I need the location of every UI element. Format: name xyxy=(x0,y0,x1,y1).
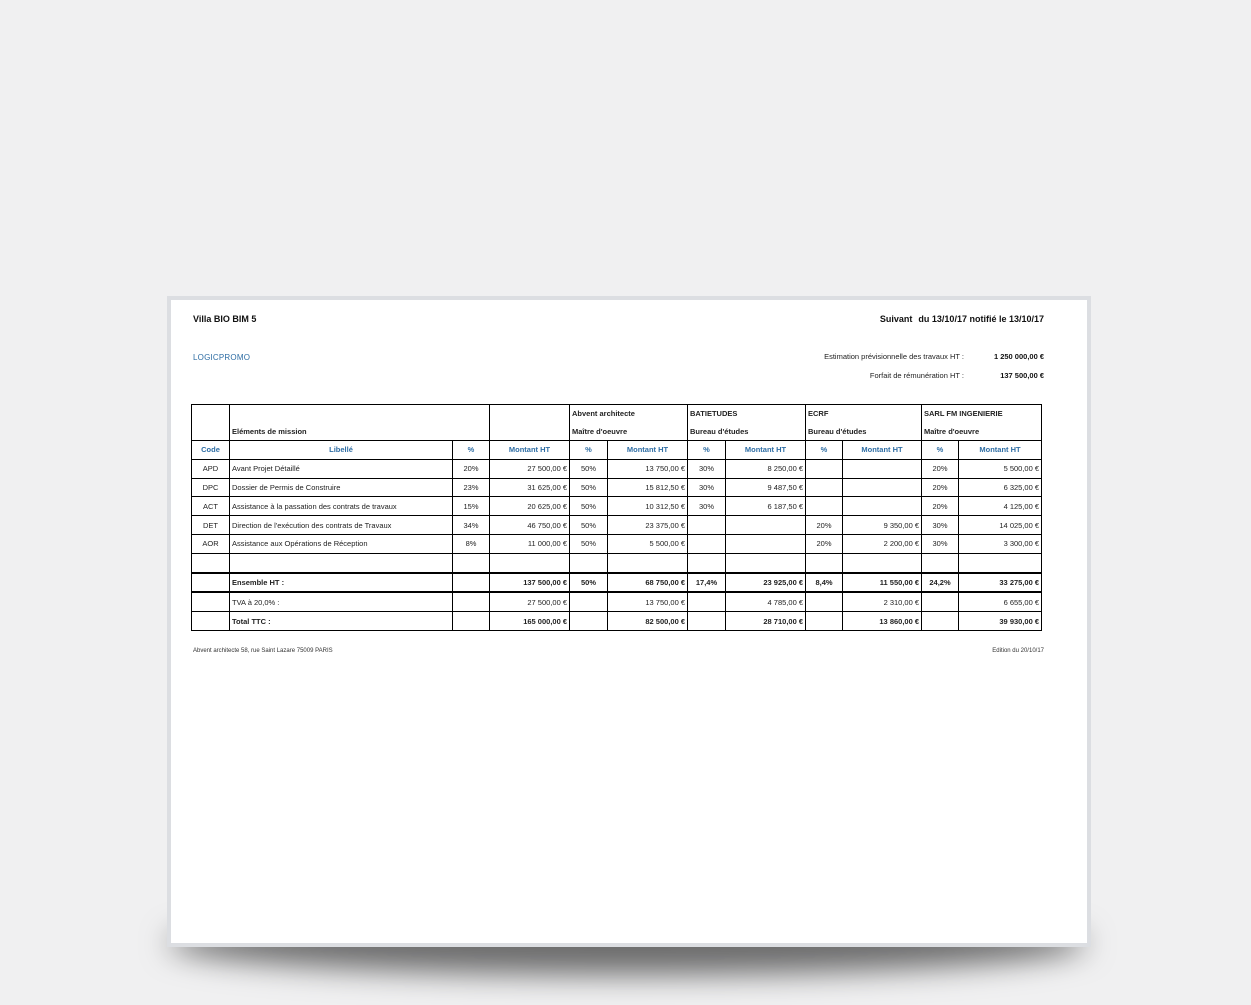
row-code: AOR xyxy=(192,534,230,553)
firm3-pct xyxy=(806,459,843,478)
tva-firm4-montant: 6 655,00 € xyxy=(959,592,1042,611)
document-title: Villa BIO BIM 5 xyxy=(193,314,257,324)
firm-role: Bureau d'études xyxy=(688,423,806,441)
ttc-firm1-montant: 82 500,00 € xyxy=(608,612,688,631)
firm4-pct: 30% xyxy=(922,516,959,535)
row-libelle: Assistance à la passation des contrats de travaux xyxy=(230,497,453,516)
row-pct: 8% xyxy=(453,534,490,553)
empty-row xyxy=(192,553,1042,572)
estimation-label: Estimation prévisionnelle des travaux HT : xyxy=(824,352,964,361)
ensemble-firm4-pct: 24,2% xyxy=(922,573,959,593)
firm2-pct: 30% xyxy=(688,459,726,478)
firm-name: Abvent architecte xyxy=(570,405,688,423)
firm-role: Bureau d'études xyxy=(806,423,922,441)
firm3-pct: 20% xyxy=(806,516,843,535)
firm3-montant xyxy=(843,478,922,497)
firm-role: Maître d'oeuvre xyxy=(570,423,688,441)
row-pct: 34% xyxy=(453,516,490,535)
row-montant: 20 625,00 € xyxy=(490,497,570,516)
tva-firm3-montant: 2 310,00 € xyxy=(843,592,922,611)
table-row xyxy=(192,534,1042,553)
firm1-pct: 50% xyxy=(570,478,608,497)
firm1-pct: 50% xyxy=(570,534,608,553)
section-label: Eléments de mission xyxy=(230,423,490,441)
tva-row xyxy=(192,592,1042,611)
forfait-row xyxy=(824,371,1044,390)
table-header-roles xyxy=(192,423,1042,441)
firm-name: ECRF xyxy=(806,405,922,423)
table-header-firms xyxy=(192,405,1042,423)
tva-firm1-montant: 13 750,00 € xyxy=(608,592,688,611)
firm1-montant: 13 750,00 € xyxy=(608,459,688,478)
column-header-code: Code xyxy=(192,441,230,460)
firm2-montant: 8 250,00 € xyxy=(726,459,806,478)
ensemble-row xyxy=(192,573,1042,593)
row-montant: 27 500,00 € xyxy=(490,459,570,478)
document-page xyxy=(167,296,1091,947)
column-header-pct: % xyxy=(453,441,490,460)
firm2-montant: 6 187,50 € xyxy=(726,497,806,516)
firm4-montant: 4 125,00 € xyxy=(959,497,1042,516)
ttc-montant: 165 000,00 € xyxy=(490,612,570,631)
firm3-montant xyxy=(843,459,922,478)
row-pct: 23% xyxy=(453,478,490,497)
column-header-montant: Montant HT xyxy=(726,441,806,460)
ensemble-firm2-montant: 23 925,00 € xyxy=(726,573,806,593)
tva-montant: 27 500,00 € xyxy=(490,592,570,611)
table-column-headers xyxy=(192,441,1042,460)
firm4-montant: 6 325,00 € xyxy=(959,478,1042,497)
column-header-montant: Montant HT xyxy=(490,441,570,460)
firm1-montant: 10 312,50 € xyxy=(608,497,688,516)
ensemble-label: Ensemble HT : xyxy=(230,573,453,593)
firm2-pct xyxy=(688,516,726,535)
row-libelle: Avant Projet Détaillé xyxy=(230,459,453,478)
row-code: ACT xyxy=(192,497,230,516)
firm1-montant: 23 375,00 € xyxy=(608,516,688,535)
firm3-pct: 20% xyxy=(806,534,843,553)
firm1-pct: 50% xyxy=(570,459,608,478)
firm3-pct xyxy=(806,497,843,516)
row-code: DPC xyxy=(192,478,230,497)
ensemble-firm3-pct: 8,4% xyxy=(806,573,843,593)
column-header-pct: % xyxy=(922,441,959,460)
ensemble-firm2-pct: 17,4% xyxy=(688,573,726,593)
row-montant: 46 750,00 € xyxy=(490,516,570,535)
row-libelle: Assistance aux Opérations de Réception xyxy=(230,534,453,553)
firm4-pct: 20% xyxy=(922,497,959,516)
firm4-pct: 20% xyxy=(922,459,959,478)
document-reference xyxy=(880,314,1044,324)
reference-dates: du 13/10/17 notifié le 13/10/17 xyxy=(918,314,1044,324)
firm-name: BATIETUDES xyxy=(688,405,806,423)
ttc-firm2-montant: 28 710,00 € xyxy=(726,612,806,631)
column-header-pct: % xyxy=(806,441,843,460)
firm2-pct: 30% xyxy=(688,478,726,497)
ensemble-firm3-montant: 11 550,00 € xyxy=(843,573,922,593)
ttc-label: Total TTC : xyxy=(230,612,453,631)
column-header-libelle: Libellé xyxy=(230,441,453,460)
firm-name: SARL FM INGENIERIE xyxy=(922,405,1042,423)
firm3-montant: 9 350,00 € xyxy=(843,516,922,535)
reference-label: Suivant xyxy=(879,314,913,324)
firm2-montant xyxy=(726,516,806,535)
row-libelle: Dossier de Permis de Construire xyxy=(230,478,453,497)
footer-edition: Edition du 20/10/17 xyxy=(992,648,1044,654)
tva-label: TVA à 20,0% : xyxy=(230,592,453,611)
ttc-firm4-montant: 39 930,00 € xyxy=(959,612,1042,631)
firm2-pct xyxy=(688,534,726,553)
firm4-montant: 14 025,00 € xyxy=(959,516,1042,535)
ensemble-firm1-pct: 50% xyxy=(570,573,608,593)
client-name: LOGICPROMO xyxy=(193,353,251,362)
ttc-row xyxy=(192,612,1042,631)
firm1-montant: 5 500,00 € xyxy=(608,534,688,553)
row-pct: 15% xyxy=(453,497,490,516)
estimation-row xyxy=(824,352,1044,371)
firm1-pct: 50% xyxy=(570,497,608,516)
row-libelle: Direction de l'exécution des contrats de Travaux xyxy=(230,516,453,535)
estimation-value: 1 250 000,00 € xyxy=(993,352,1044,361)
forfait-label: Forfait de rémunération HT : xyxy=(869,371,964,380)
table-row xyxy=(192,478,1042,497)
row-montant: 11 000,00 € xyxy=(490,534,570,553)
firm3-montant xyxy=(843,497,922,516)
ensemble-montant: 137 500,00 € xyxy=(490,573,570,593)
column-header-pct: % xyxy=(570,441,608,460)
forfait-value: 137 500,00 € xyxy=(1000,371,1044,380)
ensemble-firm4-montant: 33 275,00 € xyxy=(959,573,1042,593)
firm3-pct xyxy=(806,478,843,497)
tva-firm2-montant: 4 785,00 € xyxy=(726,592,806,611)
ttc-firm3-montant: 13 860,00 € xyxy=(843,612,922,631)
firm4-pct: 20% xyxy=(922,478,959,497)
firm-role: Maître d'oeuvre xyxy=(922,423,1042,441)
row-montant: 31 625,00 € xyxy=(490,478,570,497)
row-code: APD xyxy=(192,459,230,478)
firm2-montant: 9 487,50 € xyxy=(726,478,806,497)
table-row xyxy=(192,459,1042,478)
firm4-pct: 30% xyxy=(922,534,959,553)
footer-address: Abvent architecte 58, rue Saint Lazare 75009 PARIS xyxy=(193,648,333,654)
mission-table xyxy=(191,404,1042,631)
column-header-pct: % xyxy=(688,441,726,460)
firm1-pct: 50% xyxy=(570,516,608,535)
firm4-montant: 5 500,00 € xyxy=(959,459,1042,478)
firm2-pct: 30% xyxy=(688,497,726,516)
column-header-montant: Montant HT xyxy=(959,441,1042,460)
column-header-montant: Montant HT xyxy=(843,441,922,460)
summary-block xyxy=(824,352,1044,390)
row-pct: 20% xyxy=(453,459,490,478)
table-row xyxy=(192,516,1042,535)
firm1-montant: 15 812,50 € xyxy=(608,478,688,497)
table-row xyxy=(192,497,1042,516)
ensemble-firm1-montant: 68 750,00 € xyxy=(608,573,688,593)
firm3-montant: 2 200,00 € xyxy=(843,534,922,553)
firm2-montant xyxy=(726,534,806,553)
firm4-montant: 3 300,00 € xyxy=(959,534,1042,553)
column-header-montant: Montant HT xyxy=(608,441,688,460)
row-code: DET xyxy=(192,516,230,535)
